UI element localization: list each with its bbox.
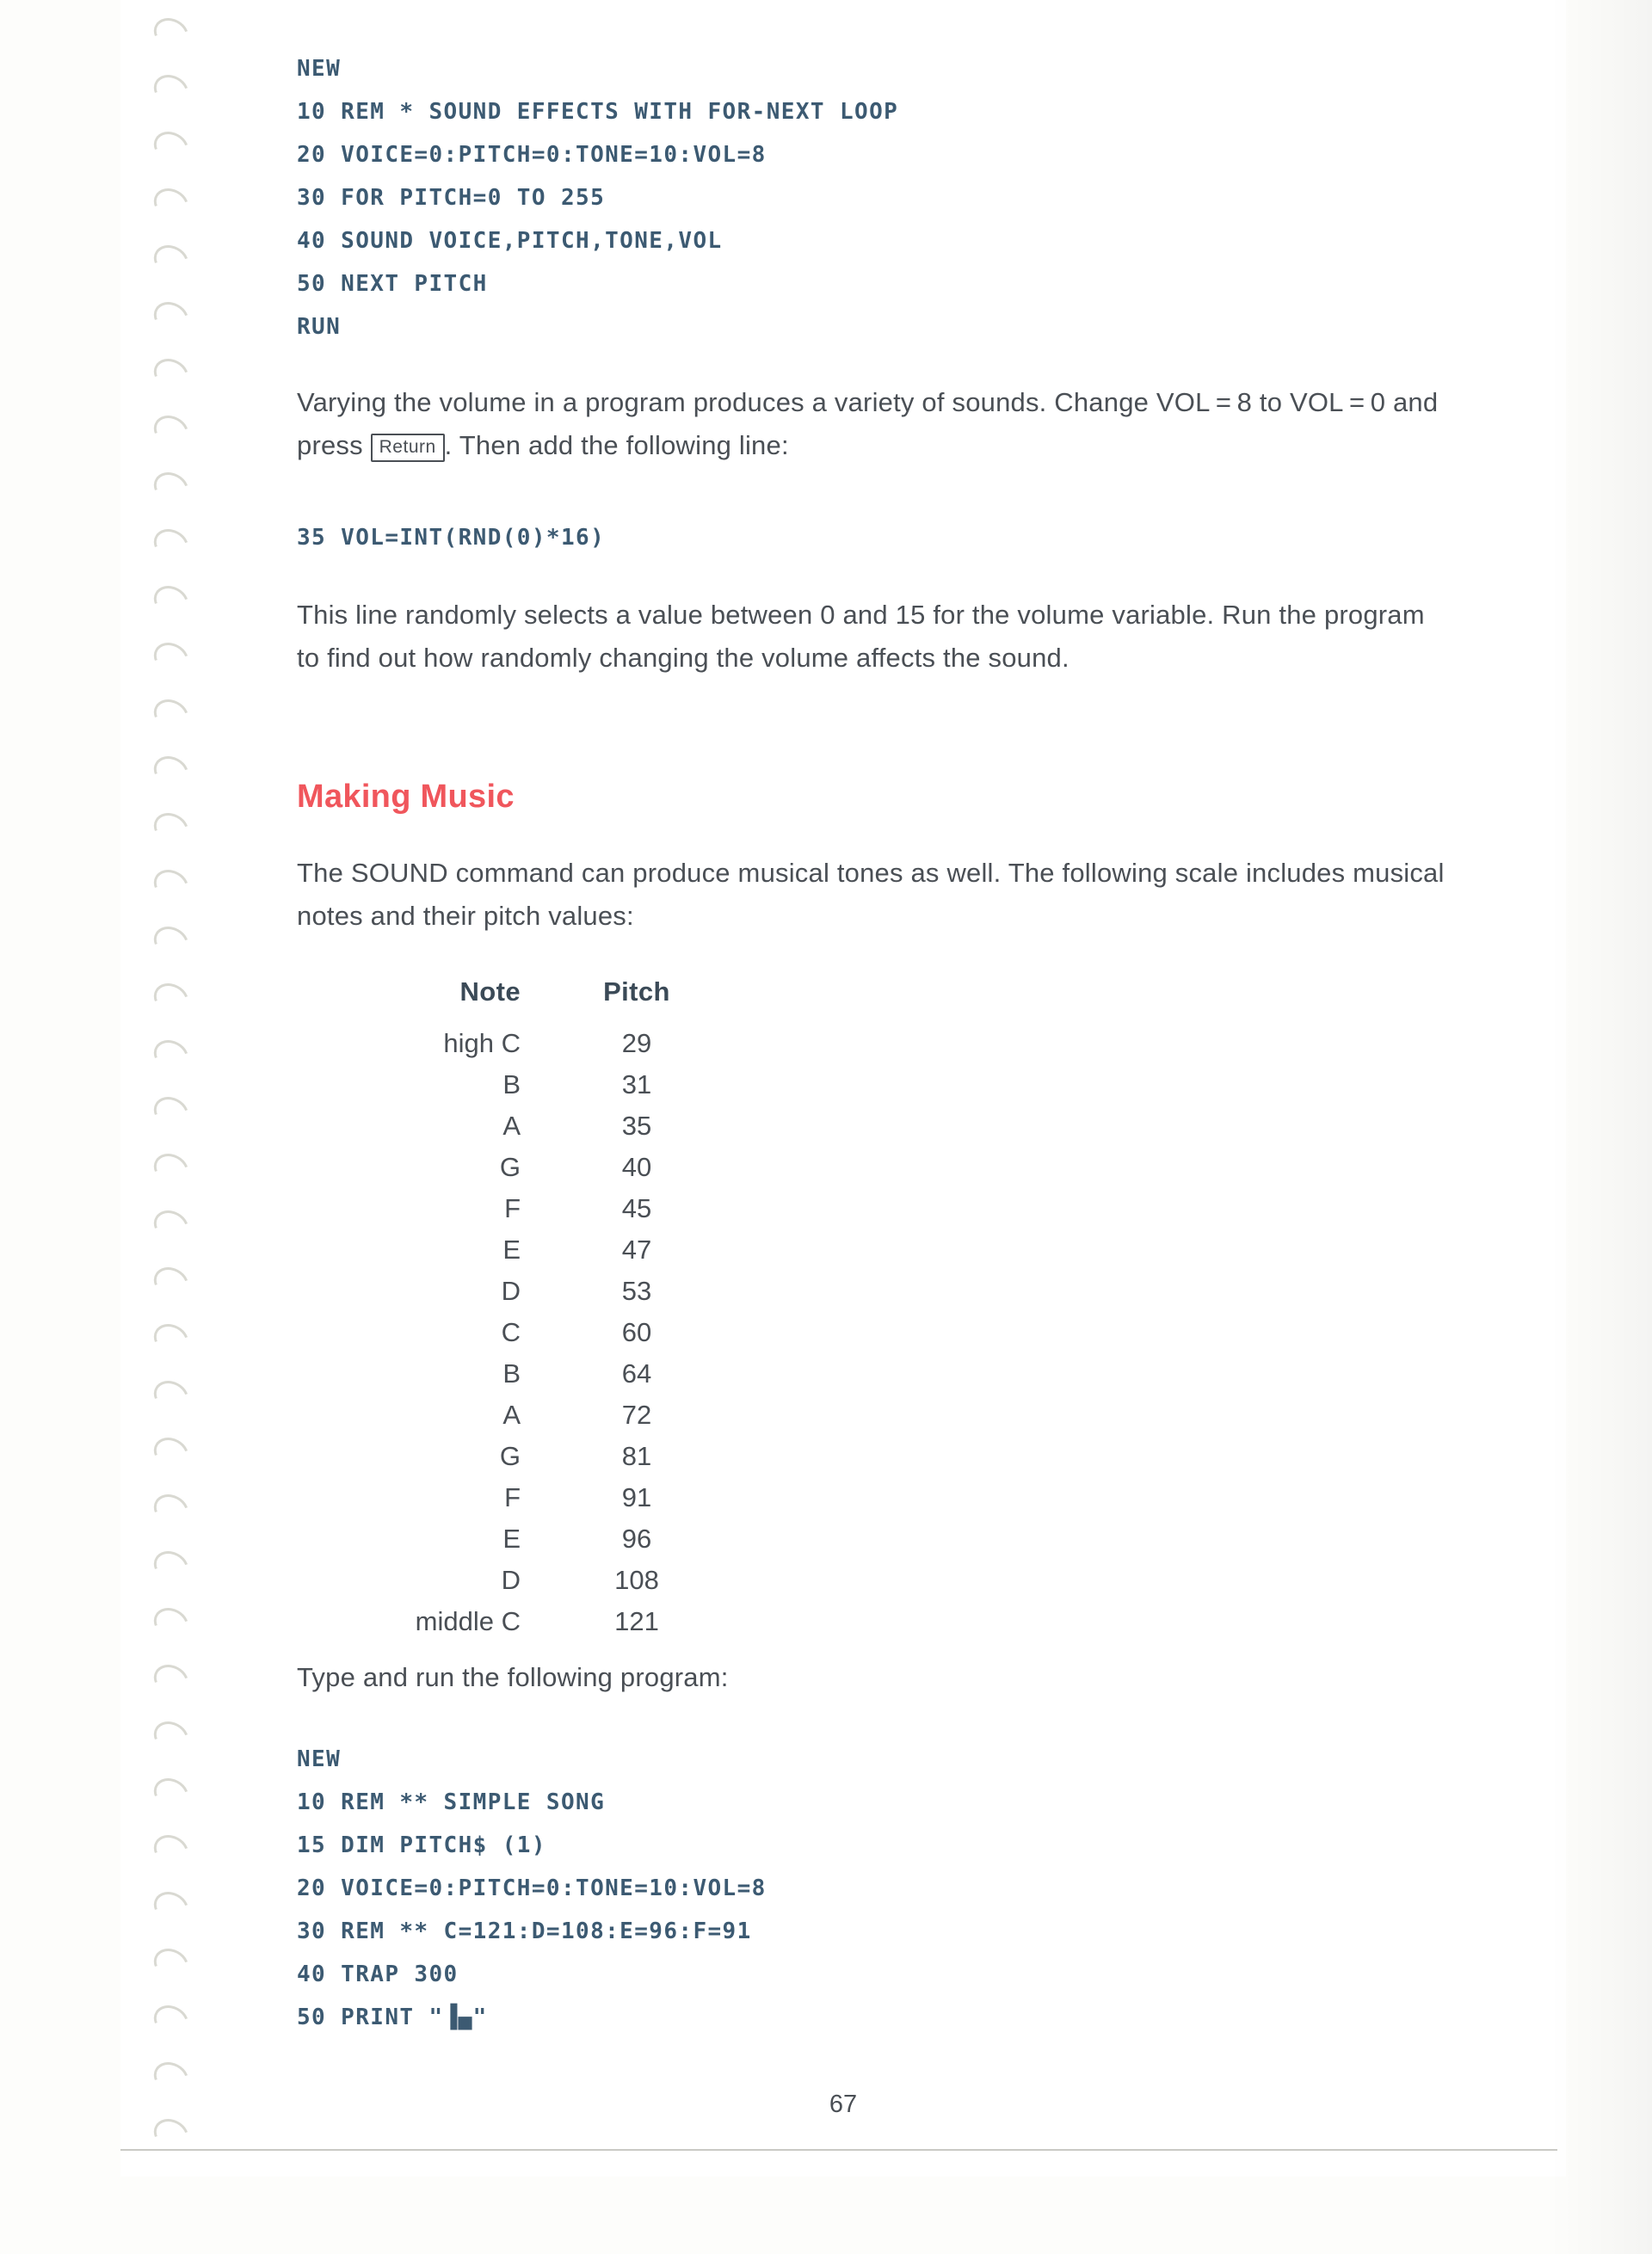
table-row bbox=[340, 1395, 718, 1436]
page-bottom-rule bbox=[120, 2149, 1557, 2151]
code-line: 50 PRINT "▐▄" bbox=[297, 2005, 488, 2030]
code-line: NEW bbox=[297, 56, 342, 82]
paragraph-text-part2: . Then add the following line: bbox=[444, 430, 789, 460]
cell-pitch: 72 bbox=[621, 1400, 652, 1430]
table-row bbox=[340, 1105, 718, 1147]
table-header-row bbox=[340, 976, 718, 1023]
code-line: 15 DIM PITCH$ (1) bbox=[297, 1832, 546, 1858]
code-line: 10 REM ** SIMPLE SONG bbox=[297, 1789, 606, 1815]
return-key-glyph: Return bbox=[371, 434, 445, 462]
code-block-listing-3 bbox=[297, 1738, 767, 2039]
code-line: 30 FOR PITCH=0 TO 255 bbox=[297, 185, 606, 211]
cell-pitch: 108 bbox=[614, 1565, 659, 1595]
cell-note: G bbox=[499, 1441, 521, 1471]
table-row bbox=[340, 1312, 718, 1353]
table-row bbox=[340, 1477, 718, 1518]
column-header-note: Note bbox=[459, 976, 521, 1007]
table-row bbox=[340, 1147, 718, 1188]
cell-note: G bbox=[499, 1152, 521, 1182]
cell-pitch: 47 bbox=[621, 1235, 652, 1265]
code-block-listing-2 bbox=[297, 516, 605, 559]
table-row bbox=[340, 1229, 718, 1271]
paragraph-text-part1: Varying the volume in a program produces a variety of sounds. Change VOL = 8 to VOL = 0 and press bbox=[297, 387, 1439, 460]
code-block-listing-1 bbox=[297, 47, 898, 348]
table-row bbox=[340, 1353, 718, 1395]
table-row bbox=[340, 1601, 718, 1642]
cell-note: C bbox=[501, 1317, 521, 1347]
code-line: 30 REM ** C=121:D=108:E=96:F=91 bbox=[297, 1918, 752, 1944]
cell-pitch: 91 bbox=[621, 1482, 652, 1512]
cell-pitch: 31 bbox=[621, 1069, 652, 1099]
page-number: 67 bbox=[829, 2091, 858, 2118]
code-line: 10 REM * SOUND EFFECTS WITH FOR-NEXT LOOP bbox=[297, 99, 899, 125]
cell-note: middle C bbox=[415, 1606, 521, 1636]
table-row bbox=[340, 1271, 718, 1312]
code-line: 50 NEXT PITCH bbox=[297, 271, 488, 297]
table-row bbox=[340, 1064, 718, 1105]
cell-pitch: 35 bbox=[621, 1111, 652, 1141]
cell-note: A bbox=[502, 1400, 521, 1430]
cell-pitch: 60 bbox=[621, 1317, 652, 1347]
paragraph-random-volume: This line randomly selects a value between 0 and 15 for the volume variable. Run the program to find out how randomly changing the volume affects the sound. bbox=[297, 600, 1425, 673]
cell-note: F bbox=[504, 1482, 521, 1512]
table-row bbox=[340, 1023, 718, 1064]
code-line: 40 SOUND VOICE,PITCH,TONE,VOL bbox=[297, 228, 723, 254]
code-line: NEW bbox=[297, 1746, 342, 1772]
code-line: 40 TRAP 300 bbox=[297, 1961, 459, 1987]
cell-note: E bbox=[502, 1524, 521, 1554]
cell-note: A bbox=[502, 1111, 521, 1141]
paragraph-type-and-run: Type and run the following program: bbox=[297, 1662, 729, 1692]
cell-pitch: 81 bbox=[621, 1441, 652, 1471]
cell-pitch: 96 bbox=[621, 1524, 652, 1554]
cell-pitch: 40 bbox=[621, 1152, 652, 1182]
note-pitch-table bbox=[340, 976, 718, 1642]
cell-note: D bbox=[501, 1565, 521, 1595]
table-row bbox=[340, 1518, 718, 1560]
cell-pitch: 29 bbox=[621, 1028, 652, 1058]
cell-note: B bbox=[502, 1358, 521, 1389]
table-row bbox=[340, 1188, 718, 1229]
cell-pitch: 53 bbox=[621, 1276, 652, 1306]
cell-note: D bbox=[501, 1276, 521, 1306]
table-row bbox=[340, 1560, 718, 1601]
table-row bbox=[340, 1436, 718, 1477]
cell-note: E bbox=[502, 1235, 521, 1265]
code-line: 20 VOICE=0:PITCH=0:TONE=10:VOL=8 bbox=[297, 1875, 767, 1901]
code-line: 35 VOL=INT(RND(0)*16) bbox=[297, 525, 606, 551]
cell-note: F bbox=[504, 1193, 521, 1223]
column-header-pitch: Pitch bbox=[603, 976, 670, 1007]
paragraph-varying-volume bbox=[297, 381, 1476, 467]
cell-note: high C bbox=[443, 1028, 521, 1058]
table-body bbox=[340, 1023, 718, 1642]
cell-pitch: 64 bbox=[621, 1358, 652, 1389]
paragraph-sound-command: The SOUND command can produce musical tones as well. The following scale includes musical notes and their pitch values: bbox=[297, 858, 1445, 931]
code-line: RUN bbox=[297, 314, 342, 340]
cell-note: B bbox=[502, 1069, 521, 1099]
cell-pitch: 45 bbox=[621, 1193, 652, 1223]
code-line: 20 VOICE=0:PITCH=0:TONE=10:VOL=8 bbox=[297, 142, 767, 168]
section-heading-making-music: Making Music bbox=[297, 779, 515, 815]
cell-pitch: 121 bbox=[614, 1606, 659, 1636]
